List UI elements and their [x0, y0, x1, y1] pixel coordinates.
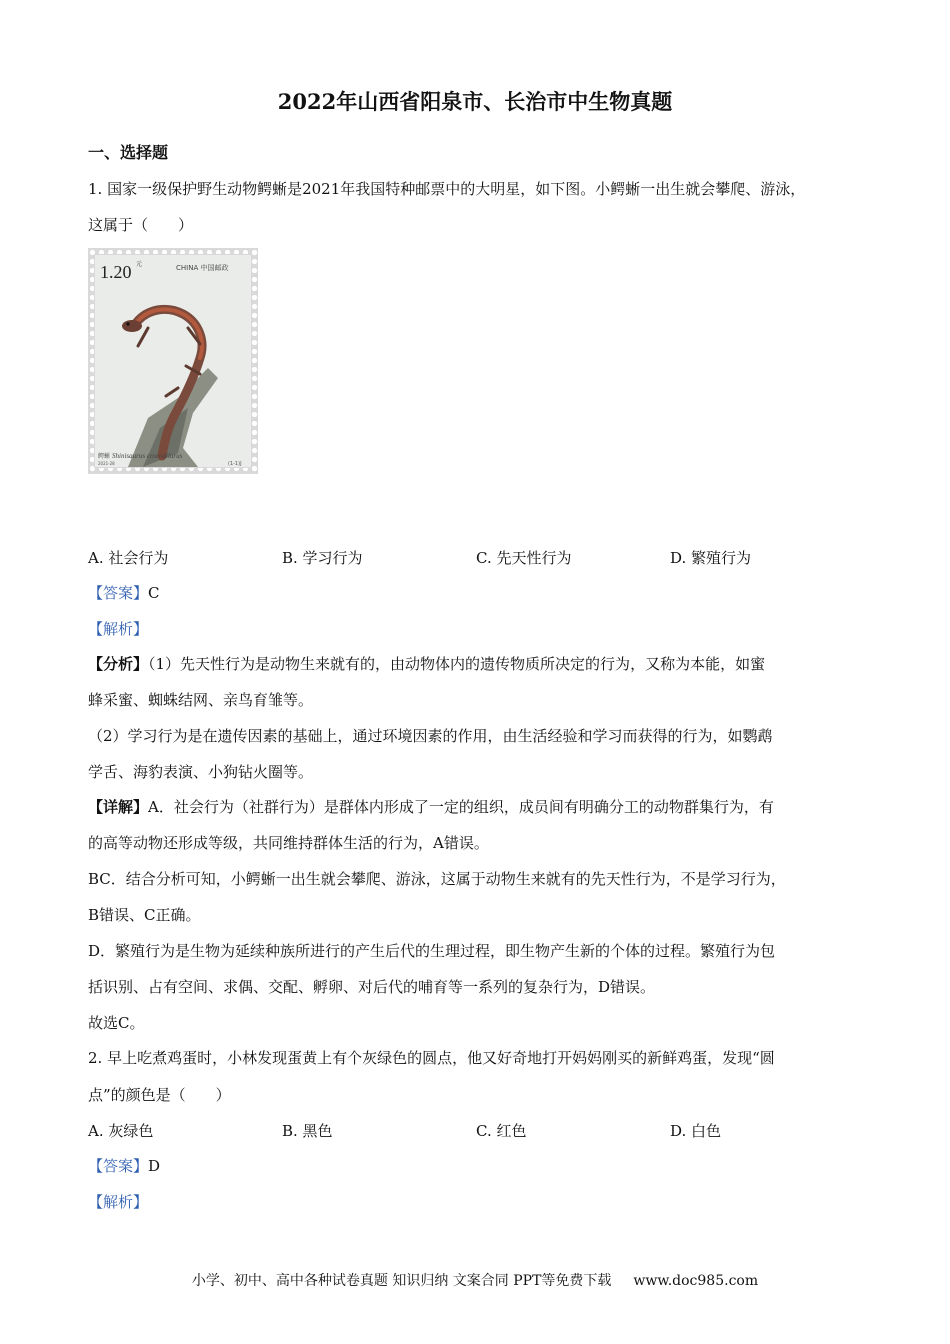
q2-option-b: B. 黑色 — [282, 1122, 333, 1140]
q2-stem-line2: 点”的颜色是（ ） — [88, 1086, 231, 1104]
q1-bc-line1: BC．结合分析可知，小鳄蜥一出生就会攀爬、游泳，这属于动物生来就有的先天性行为，不是学习行为， — [88, 870, 786, 888]
q1-xiangjie-line1 — [88, 797, 774, 817]
stamp-denomination: 1.20 — [100, 262, 132, 282]
q1-fenxi-line4: 学舌、海豹表演、小狗钻火圈等。 — [88, 763, 314, 781]
page-footer — [0, 1270, 950, 1290]
q1-answer — [88, 583, 160, 603]
footer-text: 小学、初中、高中各种试卷真题 知识归纳 文案合同 PPT等免费下载 — [191, 1273, 612, 1289]
fenxi-tag: 【分析】 — [88, 655, 149, 673]
footer-url[interactable]: www.doc985.com — [633, 1273, 759, 1289]
q1-d-line1: D．繁殖行为是生物为延续种族所进行的产生后代的生理过程，即生物产生新的个体的过程。繁殖行为包 — [88, 942, 776, 960]
stamp-unit: 元 — [136, 261, 143, 268]
answer-value: D — [148, 1157, 161, 1175]
q1-bc-line2: B错误、C正确。 — [88, 906, 201, 924]
q1-option-d: D. 繁殖行为 — [670, 549, 752, 567]
q1-option-a: A. 社会行为 — [88, 549, 169, 567]
section-heading: 一、选择题 — [88, 143, 169, 162]
fenxi-text: （1）先天性行为是动物生来就有的，由动物体内的遗传物质所决定的行为，又称为本能，如蜜 — [148, 655, 766, 673]
stamp-latin-name: Shinisaurus crocodilurus — [112, 452, 183, 460]
xiangjie-tag: 【详解】 — [88, 798, 149, 816]
stamp-image — [88, 248, 258, 474]
q1-d-line2: 括识别、占有空间、求偶、交配、孵卵、对后代的哺育等一系列的复杂行为，D错误。 — [88, 978, 656, 996]
q1-fenxi-line2: 蜂采蜜、蜘蛛结网、亲鸟育雏等。 — [88, 691, 314, 709]
stamp-code: 2021-28 — [98, 461, 115, 466]
xiangjie-text: A．社会行为（社群行为）是群体内形成了一定的组织，成员间有明确分工的动物群集行为，有 — [148, 798, 774, 816]
q1-fenxi-line1 — [88, 654, 765, 674]
answer-tag: 【答案】 — [88, 584, 149, 602]
q1-conclusion: 故选C。 — [88, 1014, 145, 1032]
q2-analysis-tag: 【解析】 — [88, 1193, 149, 1211]
q2-answer — [88, 1156, 160, 1176]
q2-option-c: C. 红色 — [476, 1122, 527, 1140]
stamp-serial: (1-1)J — [228, 461, 242, 467]
q1-xiangjie-line2: 的高等动物还形成等级，共同维持群体生活的行为，A错误。 — [88, 834, 489, 852]
stamp-cn-name: 鳄蜥 — [98, 453, 111, 460]
q2-stem-line1: 2. 早上吃煮鸡蛋时，小林发现蛋黄上有个灰绿色的圆点，他又好奇地打开妈妈刚买的新鲜鸡蛋，发现“圆 — [88, 1049, 775, 1067]
answer-value: C — [148, 584, 160, 602]
q2-option-a: A. 灰绿色 — [88, 1122, 154, 1140]
q1-option-c: C. 先天性行为 — [476, 549, 572, 567]
q1-fenxi-line3: （2）学习行为是在遗传因素的基础上，通过环境因素的作用，由生活经验和学习而获得的行为，如鹦鹉 — [88, 727, 773, 745]
q1-option-b: B. 学习行为 — [282, 549, 363, 567]
answer-tag: 【答案】 — [88, 1157, 149, 1175]
q2-option-d: D. 白色 — [670, 1122, 722, 1140]
stamp-country: CHINA 中国邮政 — [176, 264, 229, 272]
page-title: 2022年山西省阳泉市、长治市中生物真题 — [277, 89, 673, 114]
q1-stem-line2: 这属于（ ） — [88, 216, 194, 234]
q1-analysis-tag: 【解析】 — [88, 620, 149, 638]
q1-stem-line1: 1. 国家一级保护野生动物鳄蜥是2021年我国特种邮票中的大明星，如下图。小鳄蜥一出生就会攀爬、游泳， — [88, 180, 806, 198]
